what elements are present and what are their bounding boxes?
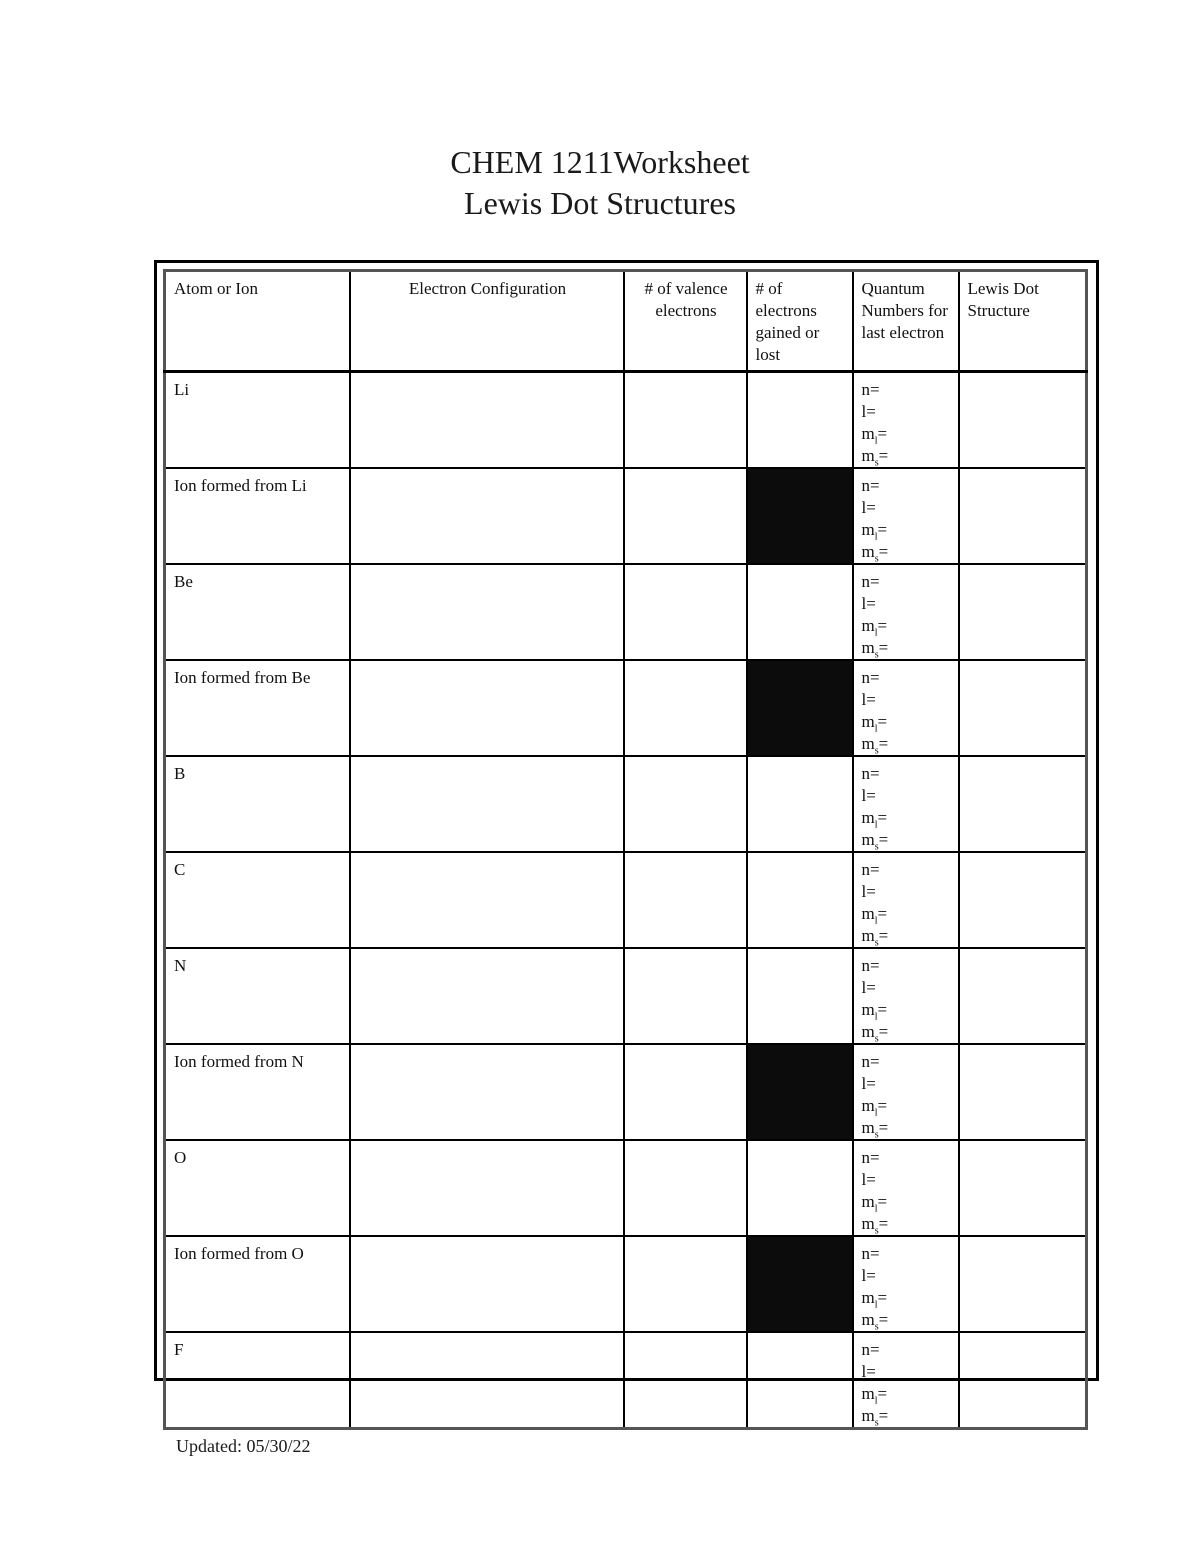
header-quantum: Quantum Numbers for last electron <box>853 271 959 372</box>
atom-label: C <box>165 852 350 948</box>
gained-lost-cell[interactable] <box>747 1332 853 1429</box>
gained-lost-cell[interactable] <box>747 756 853 852</box>
lewis-cell[interactable] <box>959 852 1087 948</box>
quantum-n: n= <box>861 1052 880 1071</box>
quantum-n: n= <box>861 956 880 975</box>
quantum-ml: $m_l=$ <box>861 1000 888 1023</box>
updated-date: Updated: 05/30/22 <box>176 1436 311 1456</box>
quantum-ml: $m_l=$ <box>861 1192 888 1215</box>
blocked-cell <box>747 1044 853 1140</box>
valence-cell[interactable] <box>624 756 747 852</box>
quantum-ml: $m_l=$ <box>861 808 888 831</box>
table-row <box>165 1332 1087 1429</box>
quantum-n: n= <box>861 1244 880 1263</box>
config-cell[interactable] <box>350 660 624 756</box>
quantum-n: n= <box>861 764 880 783</box>
table-row <box>165 1140 1087 1236</box>
quantum-cell[interactable] <box>853 1332 959 1429</box>
lewis-cell[interactable] <box>959 660 1087 756</box>
lewis-cell[interactable] <box>959 1044 1087 1140</box>
blocked-cell <box>747 468 853 564</box>
quantum-cell[interactable] <box>853 756 959 852</box>
worksheet-table-frame <box>154 260 1099 1429</box>
quantum-l: l= <box>861 1074 876 1093</box>
table-row <box>165 660 1087 756</box>
worksheet-table <box>163 269 1088 1430</box>
config-cell[interactable] <box>350 756 624 852</box>
config-cell[interactable] <box>350 948 624 1044</box>
quantum-cell[interactable] <box>853 660 959 756</box>
quantum-n: n= <box>861 668 880 687</box>
quantum-ml: $m_l=$ <box>861 904 888 927</box>
quantum-ml: $m_l=$ <box>861 1288 888 1311</box>
lewis-cell[interactable] <box>959 468 1087 564</box>
atom-label: Ion formed from Li <box>165 468 350 564</box>
title-line-2: Lewis Dot Structures <box>464 185 736 221</box>
lewis-cell[interactable] <box>959 1236 1087 1332</box>
table-row <box>165 852 1087 948</box>
config-cell[interactable] <box>350 1044 624 1140</box>
valence-cell[interactable] <box>624 1044 747 1140</box>
quantum-l: l= <box>861 594 876 613</box>
valence-cell[interactable] <box>624 564 747 660</box>
quantum-ml: $m_l=$ <box>861 1096 888 1119</box>
quantum-n: n= <box>861 572 880 591</box>
quantum-ms: $m_s=$ <box>861 1406 889 1429</box>
config-cell[interactable] <box>350 372 624 469</box>
quantum-l: l= <box>861 1362 876 1381</box>
quantum-cell[interactable] <box>853 468 959 564</box>
header-valence: # of valence electrons <box>624 271 747 372</box>
config-cell[interactable] <box>350 468 624 564</box>
quantum-l: l= <box>861 498 876 517</box>
valence-cell[interactable] <box>624 468 747 564</box>
quantum-cell[interactable] <box>853 852 959 948</box>
header-atom: Atom or Ion <box>165 271 350 372</box>
header-row <box>165 271 1087 372</box>
quantum-cell[interactable] <box>853 1236 959 1332</box>
quantum-ml: $m_l=$ <box>861 616 888 639</box>
gained-lost-cell[interactable] <box>747 1140 853 1236</box>
atom-label: Ion formed from Be <box>165 660 350 756</box>
table-row <box>165 372 1087 469</box>
quantum-cell[interactable] <box>853 564 959 660</box>
table-row <box>165 1236 1087 1332</box>
header-gained-lost: # of electrons gained or lost <box>747 271 853 372</box>
atom-label: Ion formed from N <box>165 1044 350 1140</box>
table-row <box>165 1044 1087 1140</box>
atom-label: Ion formed from O <box>165 1236 350 1332</box>
atom-label: Be <box>165 564 350 660</box>
config-cell[interactable] <box>350 1140 624 1236</box>
quantum-ms: $m_s=$ <box>861 734 889 756</box>
quantum-cell[interactable] <box>853 1140 959 1236</box>
quantum-ml: $m_l=$ <box>861 424 888 447</box>
table-row <box>165 564 1087 660</box>
valence-cell[interactable] <box>624 852 747 948</box>
quantum-l: l= <box>861 690 876 709</box>
lewis-cell[interactable] <box>959 1140 1087 1236</box>
atom-label: Li <box>165 372 350 469</box>
quantum-cell[interactable] <box>853 1044 959 1140</box>
config-cell[interactable] <box>350 1332 624 1429</box>
valence-cell[interactable] <box>624 948 747 1044</box>
blocked-cell <box>747 1236 853 1332</box>
quantum-l: l= <box>861 978 876 997</box>
quantum-cell[interactable] <box>853 948 959 1044</box>
quantum-ml: $m_l=$ <box>861 712 888 735</box>
quantum-cell[interactable] <box>853 372 959 469</box>
quantum-l: l= <box>861 786 876 805</box>
quantum-n: n= <box>861 380 880 399</box>
quantum-l: l= <box>861 402 876 421</box>
header-config: Electron Configuration <box>350 271 624 372</box>
lewis-cell[interactable] <box>959 564 1087 660</box>
quantum-l: l= <box>861 882 876 901</box>
atom-label: F <box>165 1332 350 1429</box>
gained-lost-cell[interactable] <box>747 852 853 948</box>
blocked-cell <box>747 660 853 756</box>
quantum-ml: $m_l=$ <box>861 520 888 543</box>
atom-label: O <box>165 1140 350 1236</box>
valence-cell[interactable] <box>624 372 747 469</box>
atom-label: N <box>165 948 350 1044</box>
gained-lost-cell[interactable] <box>747 372 853 469</box>
config-cell[interactable] <box>350 1236 624 1332</box>
config-cell[interactable] <box>350 564 624 660</box>
config-cell[interactable] <box>350 852 624 948</box>
quantum-n: n= <box>861 476 880 495</box>
lewis-cell[interactable] <box>959 948 1087 1044</box>
quantum-ms: $m_s=$ <box>861 1214 889 1236</box>
quantum-l: l= <box>861 1170 876 1189</box>
title-line-1: CHEM 1211Worksheet <box>450 144 750 180</box>
quantum-ms: $m_s=$ <box>861 830 889 852</box>
lewis-cell[interactable] <box>959 756 1087 852</box>
valence-cell[interactable] <box>624 1140 747 1236</box>
quantum-ml: $m_l=$ <box>861 1384 888 1407</box>
gained-lost-cell[interactable] <box>747 948 853 1044</box>
valence-cell[interactable] <box>624 1236 747 1332</box>
atom-label: B <box>165 756 350 852</box>
gained-lost-cell[interactable] <box>747 564 853 660</box>
quantum-n: n= <box>861 860 880 879</box>
valence-cell[interactable] <box>624 1332 747 1429</box>
quantum-ms: $m_s=$ <box>861 1022 889 1044</box>
quantum-ms: $m_s=$ <box>861 926 889 948</box>
table-row <box>165 756 1087 852</box>
quantum-ms: $m_s=$ <box>861 1310 889 1332</box>
quantum-l: l= <box>861 1266 876 1285</box>
table-row <box>165 468 1087 564</box>
lewis-cell[interactable] <box>959 372 1087 469</box>
header-lewis: Lewis Dot Structure <box>959 271 1087 372</box>
quantum-n: n= <box>861 1148 880 1167</box>
valence-cell[interactable] <box>624 660 747 756</box>
quantum-ms: $m_s=$ <box>861 638 889 660</box>
quantum-n: n= <box>861 1340 880 1359</box>
quantum-ms: $m_s=$ <box>861 446 889 468</box>
quantum-ms: $m_s=$ <box>861 542 889 564</box>
table-row <box>165 948 1087 1044</box>
worksheet-title <box>0 142 1200 224</box>
lewis-cell[interactable] <box>959 1332 1087 1429</box>
quantum-ms: $m_s=$ <box>861 1118 889 1140</box>
